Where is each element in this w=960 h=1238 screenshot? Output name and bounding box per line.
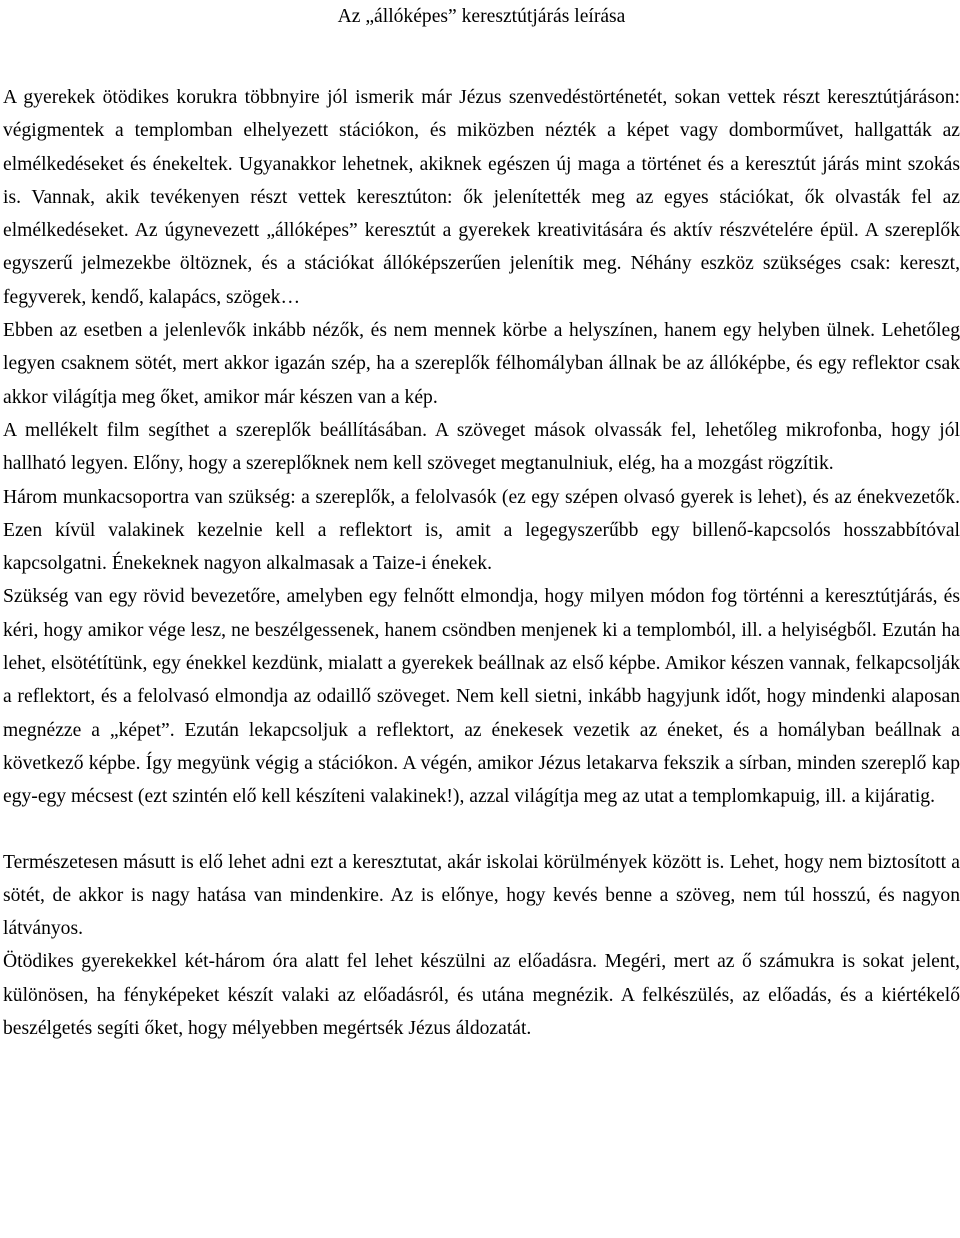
paragraph-intro-text: Néhány eszköz szükséges csak: kereszt, fegyverek, kendő, kalapács, szögek… (3, 253, 960, 308)
spacer (3, 33, 960, 81)
paragraph-setting (3, 314, 960, 414)
paragraph-film-text: A mellékelt film segíthet a szereplők beállításában. A szöveget mások olvassák fel, lehetőleg mikrofonba, hogy jól hallható legyen. Előny, hogy a szereplőknek nem kell szöveget megtanulniuk, elég, ha a mozgást rögzítik. (3, 419, 960, 475)
paragraph-groups (3, 481, 960, 581)
paragraph-preparation-text: Ötödikes gyerekekkel két-három óra alatt fel lehet készülni az előadásra. Megéri, mert az ő számukra is sokat jelent, különösen, ha fényképeket készít valaki az előadásról, és utána megnézik. A felkészülés, az előadás, és a kiértékelő beszélgetés segíti őket, hogy mélyebben megértsék Jézus áldozatát. (3, 951, 960, 1040)
paragraph-preparation (3, 945, 960, 1045)
paragraph-elsewhere (3, 846, 960, 946)
paragraph-film (3, 414, 960, 481)
paragraph-elsewhere-text: Természetesen másutt is elő lehet adni ezt a keresztutat, akár iskolai körülmények között is. Lehet, hogy nem biztosított a sötét, de akkor is nagy hatása van mindenkire. Az is előnye, hogy kevés benne a szöveg, nem túl hosszú, és nagyon látványos. (3, 851, 960, 940)
paragraph-intro (3, 81, 960, 314)
paragraph-intro-text: A szereplők egyszerű jelmezekbe öltöznek, és a stációkat állóképszerűen jelenítik meg. (3, 220, 960, 275)
paragraph-procedure-text: Szükség van egy rövid bevezetőre, amelyben egy felnőtt elmondja, hogy milyen módon fog történni a keresztútjárás, és kéri, hogy amikor vége lesz, ne beszélgessenek, hanem csöndben menjenek ki a templomból, ill. a helyiségből. Ezután ha lehet, elsötétítünk, egy énekkel kezdünk, mialatt a gyerekek beállnak az első képbe. Amikor készen vannak, felkapcsolják a reflektort, és a felolvasó elmondja az odaillő szöveget. Nem kell sietni, inkább hagyjunk időt, hogy mindenki alaposan megnézze a „képet”. Ezután lekapcsoljuk a reflektort, az énekesek vezetik az éneket, és a homályban beállnak a következő képbe. Így megyünk végig a stációkon. A végén, amikor Jézus letakarva fekszik a sírban, minden szereplő kap egy-egy mécsest (ezt szintén elő kell készíteni valakinek!), azzal világítja meg az utat a templomkapuig, ill. a kijáratig. (3, 586, 960, 808)
paragraph-intro-text: A gyerekek ötödikes korukra többnyire jól ismerik már Jézus szenvedéstörténetét, sokan vettek részt keresztútjáráson: végigmentek a templomban elhelyezett stációkon, és miközben nézték a képet vagy domborművet, hallgatták az elmélkedéseket és énekeltek. Ugyanakkor lehetnek, akiknek egészen új maga a történet és a keresztút járás mint szokás is. Vannak, akik tevékenyen részt vettek keresztúton: ők jelenítették meg az egyes stációkat, ők olvasták fel az elmélkedéseket. (3, 87, 960, 242)
paragraph-procedure (3, 580, 960, 813)
document-title: Az „állóképes” keresztútjárás leírása (337, 6, 626, 27)
paragraph-intro-text: Az úgynevezett „állóképes” keresztút a gyerekek kreativitására és aktív részvételére épül. (128, 220, 859, 242)
spacer (3, 814, 960, 846)
paragraph-setting-text: Ebben az esetben a jelenlevők inkább nézők, és nem mennek körbe a helyszínen, hanem egy helyben ülnek. Lehetőleg legyen csaknem sötét, mert akkor igazán szép, ha a szereplők félhomályban állnak be az állóképbe, és egy reflektor csak akkor világítja meg őket, amikor már készen van a kép. (3, 320, 960, 408)
paragraph-groups-text: Három munkacsoportra van szükség: a szereplők, a felolvasók (ez egy szépen olvasó gyerek is lehet), és az énekvezetők. Ezen kívül valakinek kezelnie kell a reflektort is, amit a legegyszerűbb egy billenő-kapcsolós hosszabbítóval kapcsolgatni. Énekeknek nagyon alkalmasak a Taize-i énekek. (3, 486, 960, 575)
